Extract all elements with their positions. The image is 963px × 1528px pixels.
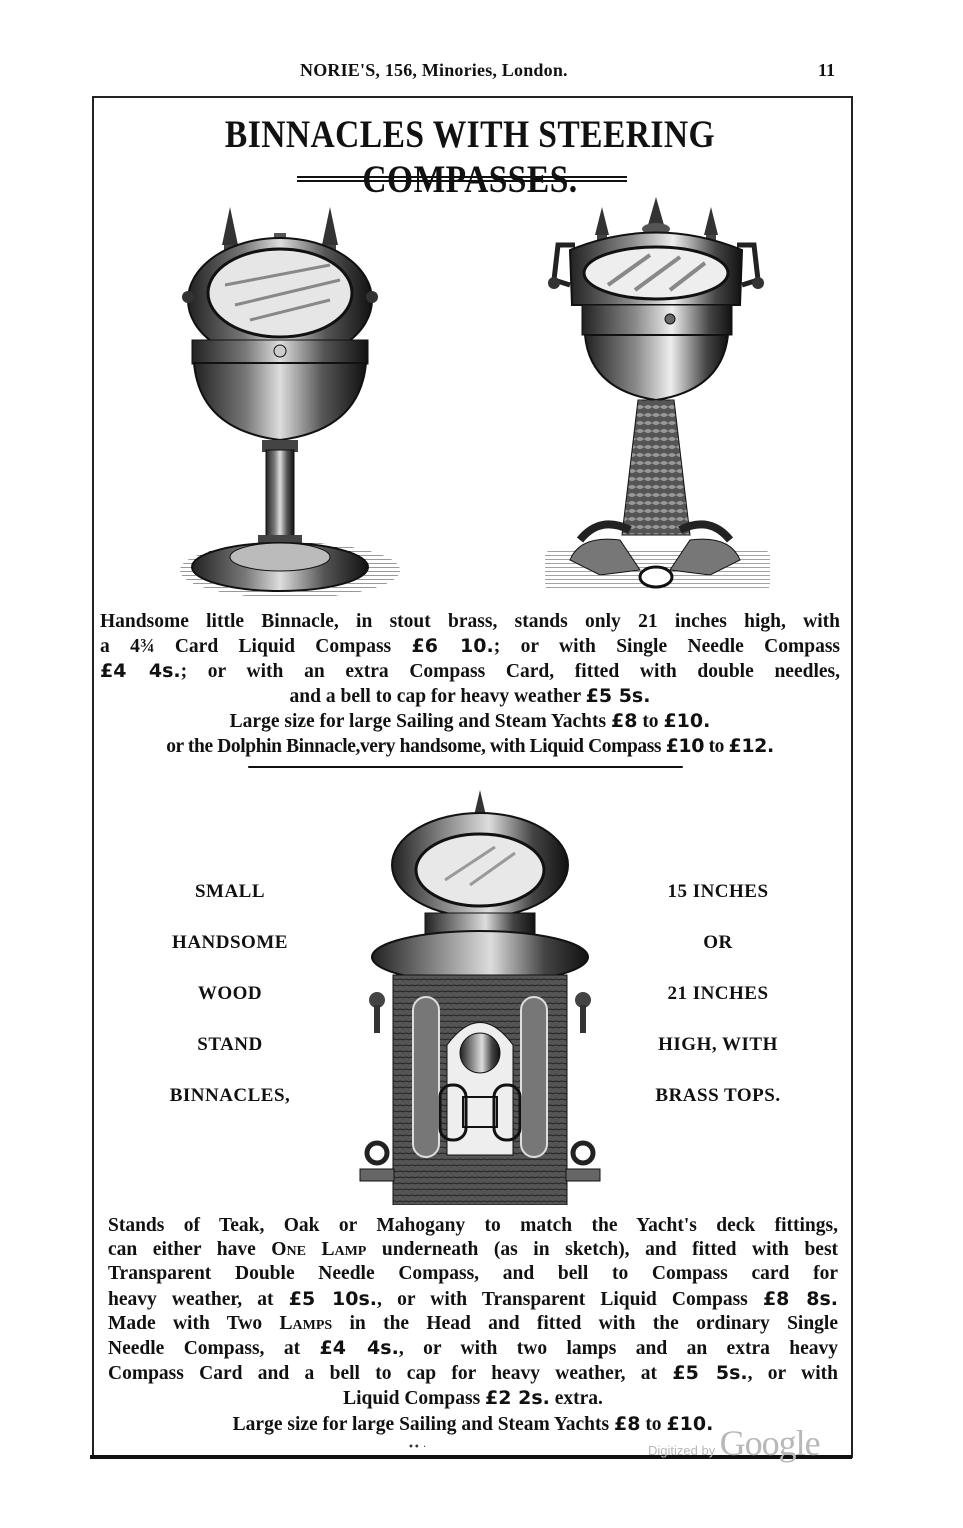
caption-line: 21 INCHES [667, 983, 769, 1004]
printer-dots: •• · [408, 1442, 427, 1453]
desc1-line-2: a 4¾ Card Liquid Compass £6 10.; or with Single Needle Compass [100, 635, 841, 657]
caption-line: HIGH, WITH [658, 1034, 778, 1055]
caption-line: BRASS TOPS. [655, 1085, 781, 1106]
price: £10. [663, 710, 711, 732]
price: £8 [610, 710, 638, 732]
caption-line: SMALL [194, 881, 266, 902]
page-title: BINNACLES WITH STEERING COMPASSES. [224, 113, 716, 201]
price: £5 5s. [672, 1362, 748, 1385]
desc2-line-8: Liquid Compass £2 2s. extra. [343, 1387, 603, 1410]
title-double-rule [297, 176, 627, 182]
caption-line: WOOD [197, 983, 263, 1004]
page-number: 11 [818, 60, 836, 80]
left-side-caption [140, 880, 320, 1135]
brass-binnacle-illustration [180, 195, 440, 600]
running-head [0, 60, 963, 86]
watermark-small-text: Digitized by [648, 1443, 716, 1458]
desc1-line-4: and a bell to cap for heavy weather £5 5s. [289, 685, 651, 707]
desc2-line-4: heavy weather, at £5 10s., or with Transparent Liquid Compass £8 8s. [108, 1287, 839, 1310]
caption-line: HANDSOME [172, 932, 288, 953]
running-title: NORIE'S, 156, Minories, London. [300, 60, 568, 80]
desc1-line-6: or the Dolphin Binnacle,very handsome, with Liquid Compass £10 to £12. [166, 735, 774, 757]
price: £10. [666, 1412, 714, 1435]
price: £5 10s. [288, 1287, 378, 1310]
section-divider-rule [248, 766, 683, 768]
desc2-line-3: Transparent Double Needle Compass, and bell to Compass card for [108, 1263, 838, 1285]
desc2-line-7: Compass Card and a bell to cap for heavy weather, at £5 5s., or with [108, 1362, 838, 1385]
watermark-logo-text: Google [719, 1423, 820, 1463]
digitized-watermark [648, 1422, 820, 1464]
caption-line: 15 INCHES [667, 881, 769, 902]
desc2-line-9: Large size for large Sailing and Steam Yachts £8 to £10. [232, 1412, 714, 1435]
desc2-line-1: Stands of Teak, Oak or Mahogany to match the Yacht's deck fittings, [108, 1215, 838, 1236]
price: £6 10. [411, 635, 494, 657]
desc2-line-5: Made with Two Lamps in the Head and fitted with the ordinary Single [108, 1312, 838, 1334]
caption-line: BINNACLES, [169, 1085, 291, 1106]
dolphin-binnacle-illustration [540, 195, 790, 600]
brass-binnacle-description [100, 610, 840, 759]
price: £8 [613, 1412, 641, 1435]
desc2-line-6: Needle Compass, at £4 4s., or with two lamps and an extra heavy [108, 1337, 839, 1360]
price: £4 4s. [100, 660, 181, 682]
price: £5 5s. [585, 685, 651, 707]
price: £8 8s. [762, 1287, 839, 1310]
right-side-caption [628, 880, 808, 1135]
desc1-line-5: Large size for large Sailing and Steam Yachts £8 to £10. [229, 710, 711, 732]
desc1-line-3: £4 4s.; or with an extra Compass Card, fitted with double needles, [100, 660, 840, 682]
desc1-line-1: Handsome little Binnacle, in stout brass, stands only 21 inches high, with [100, 611, 840, 632]
desc2-line-2: can either have One Lamp underneath (as in sketch), and fitted with best [108, 1239, 839, 1261]
wood-stand-description [108, 1214, 838, 1437]
caption-line: STAND [197, 1034, 263, 1055]
wood-stand-binnacle-illustration [355, 785, 605, 1205]
price: £12. [728, 735, 774, 757]
price: £2 2s. [485, 1387, 550, 1410]
price: £4 4s. [319, 1337, 399, 1360]
price: £10 [665, 735, 705, 757]
caption-line: OR [703, 932, 733, 953]
